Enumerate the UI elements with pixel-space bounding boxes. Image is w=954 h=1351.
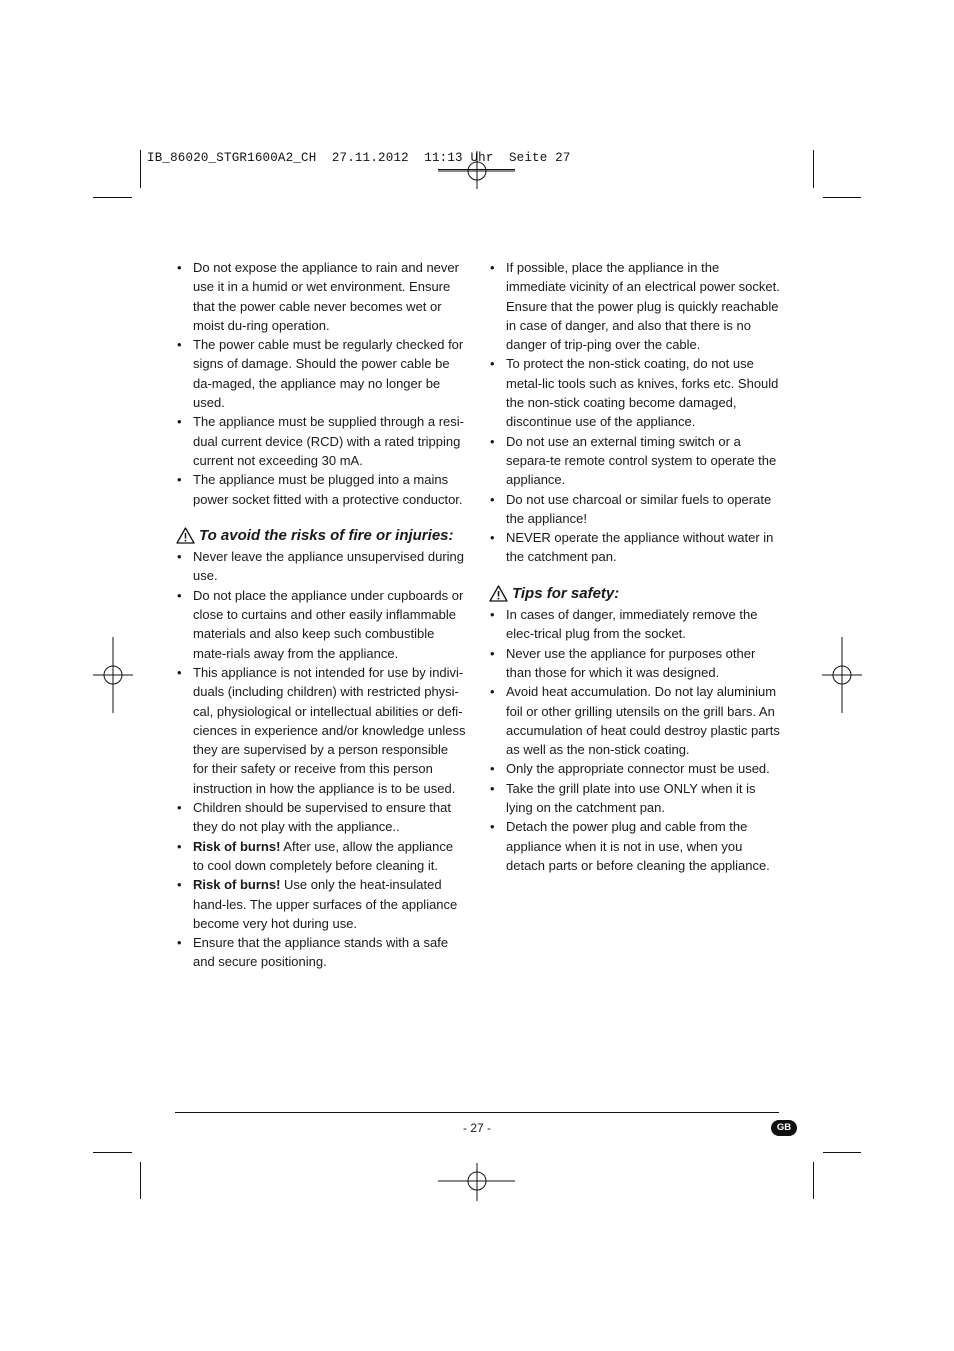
list-item: • Never use the appliance for purposes other than those for which it was designed.	[489, 644, 781, 683]
list-item: • Detach the power plug and cable from the appliance when it is not in use, when you detach parts or before cleaning the appliance.	[489, 817, 781, 875]
list-item: • The appliance must be supplied through a resi-dual current device (RCD) with a rated tripping current not exceeding 30 mA.	[176, 412, 466, 470]
tips-list	[489, 605, 781, 875]
language-badge: GB	[771, 1120, 797, 1136]
left-column	[176, 258, 466, 972]
registration-mark-icon	[821, 636, 863, 714]
risk-of-burns-label: Risk of burns!	[193, 877, 281, 893]
list-item: • Do not use an external timing switch or a separa-te remote control system to operate the appliance.	[489, 432, 781, 490]
list-item: • Never leave the appliance unsupervised during use.	[176, 547, 466, 586]
list-item-text: After use, allow the appliance to cool down completely before cleaning it.	[193, 838, 454, 873]
crop-mark-bottom-left-h	[93, 1152, 132, 1153]
warning-triangle-icon	[176, 527, 195, 544]
crop-mark-bottom-right-h	[823, 1152, 861, 1153]
list-item	[176, 875, 466, 933]
list-item: • Ensure that the appliance stands with a safe and secure positioning.	[176, 933, 466, 972]
list-item: • The power cable must be regularly checked for signs of damage. Should the power cable be da-maged, the appliance may no longer be used.	[176, 335, 466, 412]
list-item: • Take the grill plate into use ONLY when it is lying on the catchment pan.	[489, 779, 781, 818]
list-item: • The appliance must be plugged into a mains power socket fitted with a protective conductor.	[176, 470, 466, 509]
crop-mark-top-left-v	[140, 150, 141, 188]
page-number: - 27 -	[462, 1121, 491, 1135]
crop-mark-bottom-right-v	[813, 1162, 814, 1199]
list-item: • Only the appropriate connector must be used.	[489, 759, 781, 778]
list-item: • To protect the non-stick coating, do not use metal-lic tools such as knives, forks etc. Should the non-stick coating become damaged, discontinue use of the appliance.	[489, 354, 781, 431]
list-item: • This appliance is not intended for use by indivi-duals (including children) with restricted physi-cal, physiological or intellectual abilities or defi-ciences in experience and/or knowledge unless they are supervised by a person responsible for their safety or receive from this person instruction in how the appliance is to be used.	[176, 663, 466, 798]
risk-of-burns-label: Risk of burns!	[193, 838, 281, 854]
right-column	[489, 258, 781, 875]
list-item: • Do not expose the appliance to rain and never use it in a humid or wet environment. Ensure that the power cable never becomes wet or moist du-ring operation.	[176, 258, 466, 335]
tips-heading	[489, 584, 781, 603]
list-item: • Avoid heat accumulation. Do not lay aluminium foil or other grilling utensils on the grill bars. An accumulation of heat could destroy plastic parts as well as the non-stick coating.	[489, 682, 781, 759]
fire-risk-heading	[176, 526, 466, 545]
footer-rule	[175, 1112, 779, 1113]
registration-mark-icon	[92, 636, 134, 714]
list-item: • NEVER operate the appliance without water in the catchment pan.	[489, 528, 781, 567]
fire-risk-list	[176, 547, 466, 972]
registration-mark-icon	[437, 150, 517, 190]
list-item-text: Use only the heat-insulated hand-les. The upper surfaces of the appliance become very hot during use.	[193, 877, 458, 931]
print-slug: IB_86020_STGR1600A2_CH 27.11.2012 11:13 Uhr Seite 27	[147, 151, 571, 165]
registration-mark-icon	[437, 1162, 517, 1202]
section-heading-text: To avoid the risks of fire or injuries:	[199, 526, 454, 544]
section-heading-text: Tips for safety:	[512, 584, 620, 602]
list-item: • In cases of danger, immediately remove the elec-trical plug from the socket.	[489, 605, 781, 644]
crop-mark-top-right-h	[823, 197, 861, 198]
list-item: • Do not use charcoal or similar fuels to operate the appliance!	[489, 490, 781, 529]
warning-triangle-icon	[489, 585, 508, 602]
list-item	[176, 837, 466, 876]
crop-mark-bottom-left-v	[140, 1162, 141, 1199]
list-item: • If possible, place the appliance in the immediate vicinity of an electrical power socket. Ensure that the power plug is quickly reachable in case of danger, and also that there is no danger of trip-ping over the cable.	[489, 258, 781, 354]
crop-mark-top-left-h	[93, 197, 132, 198]
crop-mark-top-right-v	[813, 150, 814, 188]
list-item: • Children should be supervised to ensure that they do not play with the appliance..	[176, 798, 466, 837]
safety-list-general	[176, 258, 466, 509]
list-item: • Do not place the appliance under cupboards or close to curtains and other easily inflammable materials and also keep such combustible mate-rials away from the appliance.	[176, 586, 466, 663]
safety-list-usage	[489, 258, 781, 567]
